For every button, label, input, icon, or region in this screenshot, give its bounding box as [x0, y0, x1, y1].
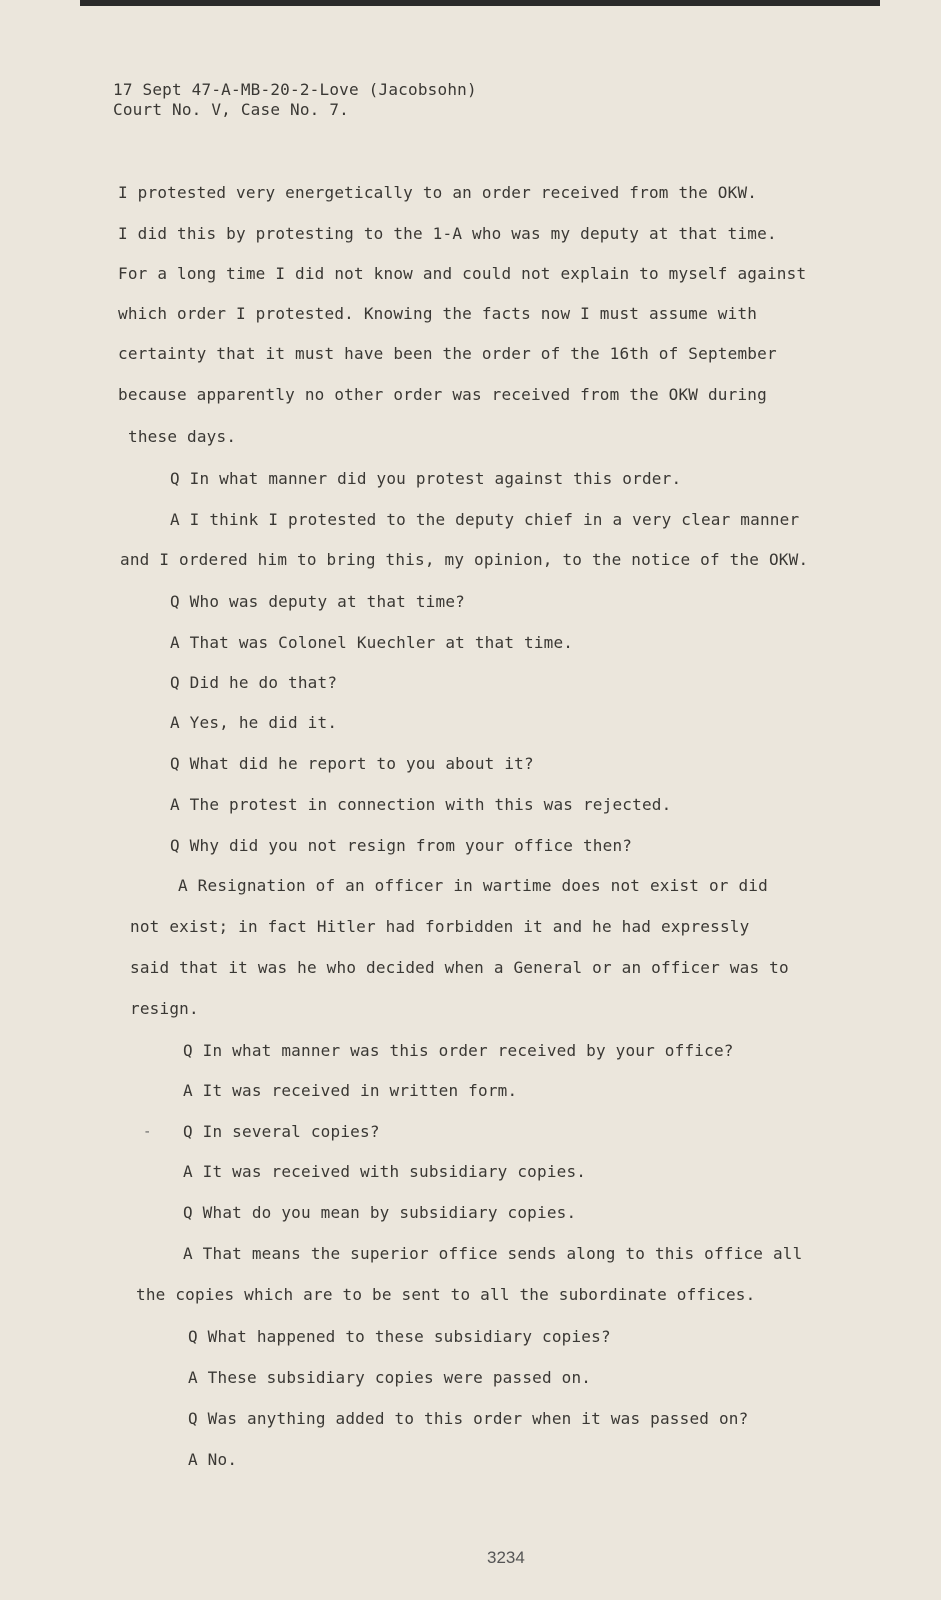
answer-line: A The protest in connection with this was rejected. [170, 795, 672, 814]
body-line: I protested very energetically to an order received from the OKW. [118, 183, 758, 202]
page-number: 3234 [487, 1548, 525, 1567]
body-line: because apparently no other order was received from the OKW during [118, 385, 767, 404]
body-line: resign. [130, 999, 199, 1018]
answer-line: A That was Colonel Kuechler at that time. [170, 633, 574, 652]
question-line: Q Who was deputy at that time? [170, 592, 465, 611]
answer-line: A Resignation of an officer in wartime does not exist or did [178, 876, 768, 895]
answer-line: A It was received with subsidiary copies. [183, 1162, 587, 1181]
question-line: Q In what manner was this order received by your office? [183, 1041, 734, 1060]
body-line: and I ordered him to bring this, my opinion, to the notice of the OKW. [120, 550, 809, 569]
question-line: Q In what manner did you protest against this order. [170, 469, 682, 488]
header-line-1: 17 Sept 47-A-MB-20-2-Love (Jacobsohn) [113, 80, 477, 99]
body-line: certainty that it must have been the order of the 16th of September [118, 344, 777, 363]
answer-line: A These subsidiary copies were passed on. [188, 1368, 592, 1387]
answer-line: A It was received in written form. [183, 1081, 518, 1100]
body-line: For a long time I did not know and could not explain to myself against [118, 264, 807, 283]
body-line: which order I protested. Knowing the facts now I must assume with [118, 304, 758, 323]
answer-line: A That means the superior office sends along to this office all [183, 1244, 803, 1263]
body-line: not exist; in fact Hitler had forbidden it and he had expressly [130, 917, 750, 936]
body-line: these days. [128, 427, 237, 446]
question-line: Q Did he do that? [170, 673, 338, 692]
answer-line: A Yes, he did it. [170, 713, 338, 732]
body-line: said that it was he who decided when a General or an officer was to [130, 958, 789, 977]
body-line: I did this by protesting to the 1-A who was my deputy at that time. [118, 224, 777, 243]
answer-line: A No. [188, 1450, 238, 1469]
question-line: Q In several copies? [183, 1122, 380, 1141]
scan-top-edge [80, 0, 880, 6]
question-line: Q Why did you not resign from your office then? [170, 836, 633, 855]
question-line: Q What do you mean by subsidiary copies. [183, 1203, 577, 1222]
question-line: Q What happened to these subsidiary copies? [188, 1327, 611, 1346]
question-line: Q What did he report to you about it? [170, 754, 534, 773]
margin-mark: - [143, 1124, 152, 1140]
question-line: Q Was anything added to this order when it was passed on? [188, 1409, 749, 1428]
header-line-2: Court No. V, Case No. 7. [113, 100, 349, 119]
body-line: the copies which are to be sent to all the subordinate offices. [136, 1285, 756, 1304]
answer-line: A I think I protested to the deputy chief in a very clear manner [170, 510, 800, 529]
